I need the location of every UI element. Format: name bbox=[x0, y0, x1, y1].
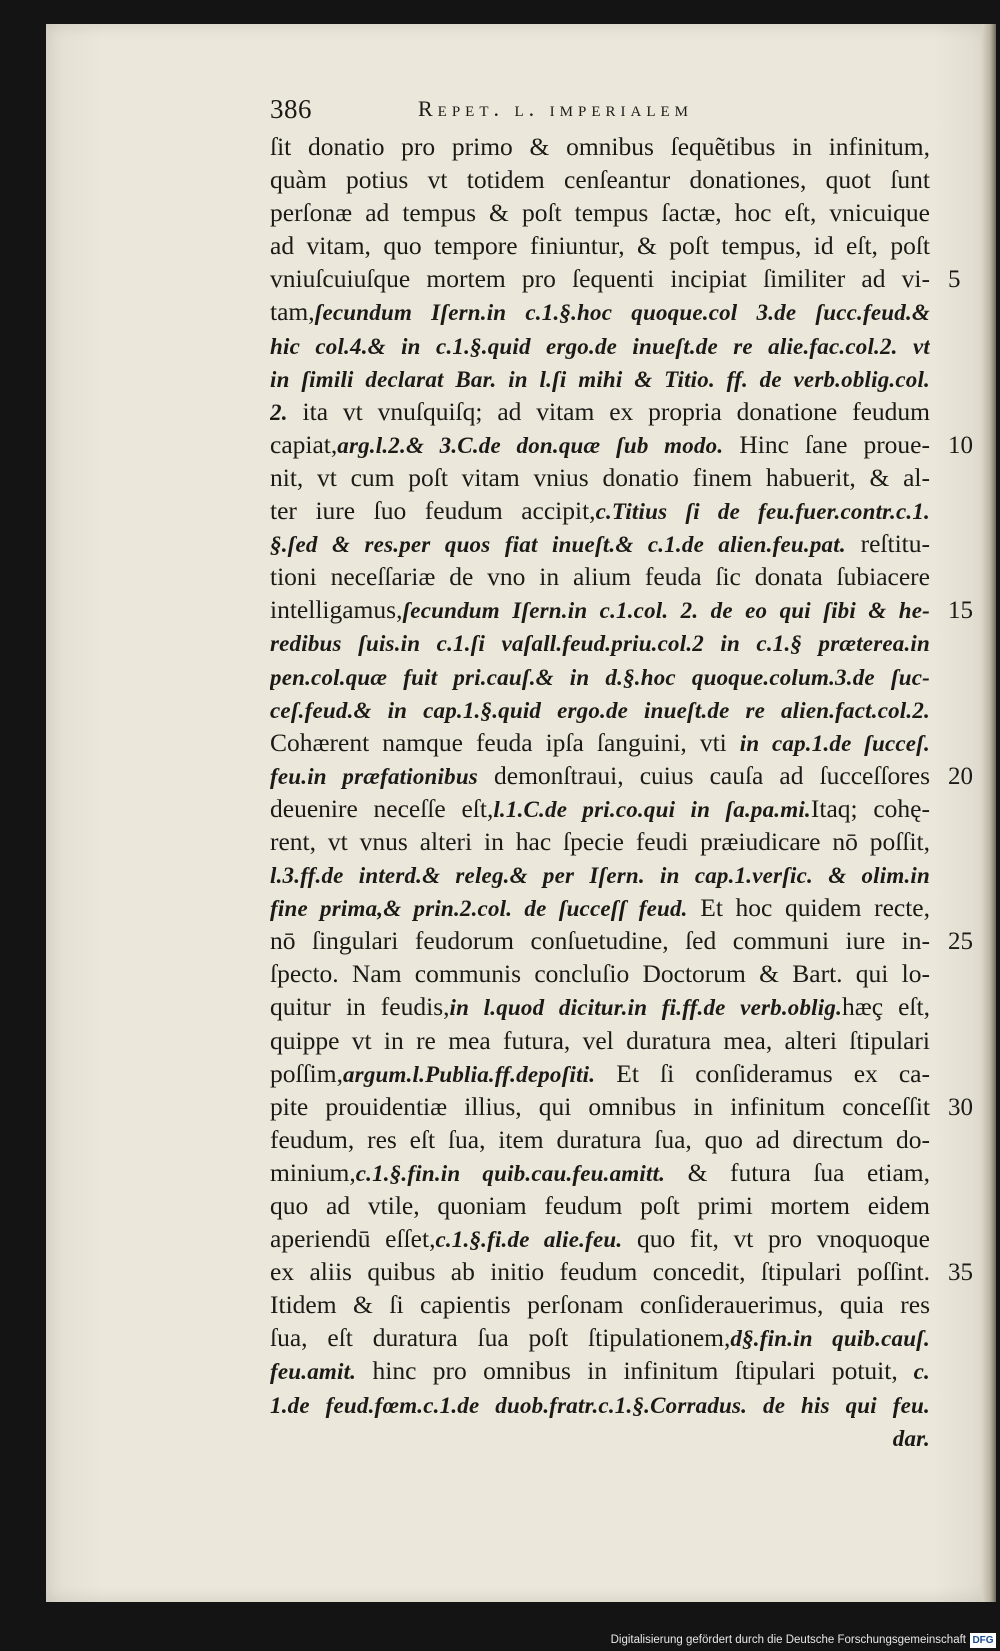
citation-text: l.3.ff.de interd.& releg.& per Iſern. in cap.1.verſic. & olim.in bbox=[270, 863, 930, 889]
text-line bbox=[270, 494, 930, 527]
line-text: & futura ſua etiam, bbox=[665, 1157, 930, 1187]
text-line bbox=[270, 924, 930, 957]
dfg-logo: DFG bbox=[970, 1633, 996, 1648]
line-text: capiat, bbox=[270, 429, 338, 459]
text-line bbox=[270, 660, 930, 693]
text-line bbox=[270, 990, 930, 1023]
text-line bbox=[270, 1255, 930, 1288]
line-text: Itidem & ſi capientis perſonam conſiderauerimus, quia res bbox=[270, 1290, 930, 1320]
text-line bbox=[270, 1057, 930, 1090]
text-line bbox=[270, 428, 930, 461]
text-line bbox=[270, 130, 930, 163]
text-line bbox=[270, 759, 930, 792]
text-line bbox=[270, 461, 930, 494]
citation-text: argum.l.Publia.ff.depoſiti. bbox=[342, 1061, 596, 1087]
citation-text: §.ſed & res.per quos fiat inueſt.& c.1.de alien.feu.pat. bbox=[270, 532, 846, 558]
citation-text: feu.amit. bbox=[270, 1359, 357, 1385]
line-text: demonſtraui, cuius cauſa ad ſucceſſores bbox=[477, 760, 930, 790]
text-line bbox=[270, 229, 930, 262]
line-text: ſit donatio pro primo & omnibus ſequẽtibus in infinitum, bbox=[270, 132, 930, 161]
line-text: tioni neceſſariæ de vno in alium feuda ſic donata ſubiacere bbox=[270, 562, 930, 592]
line-text: reſtitu- bbox=[845, 529, 930, 559]
text-line bbox=[270, 891, 930, 924]
line-number: 15 bbox=[948, 597, 973, 625]
text-line bbox=[270, 1388, 930, 1421]
citation-text: l.1.C.de pri.co.qui in ſa.pa.mi. bbox=[493, 796, 811, 822]
line-text: pite prouidentiæ illius, qui omnibus in infinitum conceſſit bbox=[270, 1091, 930, 1121]
citation-text: c.1.§.fin.in quib.cau.feu.amitt. bbox=[355, 1160, 666, 1186]
line-number: 20 bbox=[948, 762, 973, 790]
page-header bbox=[270, 94, 910, 130]
citation-text: redibus ſuis.in c.1.ſi vaſall.feud.priu.col.2 in c.1.§ præterea.in bbox=[270, 631, 930, 657]
line-text: nō ſingulari feudorum conſuetudine, ſed communi iure in- bbox=[270, 926, 930, 956]
citation-text: 2. bbox=[270, 399, 288, 425]
line-text: quo fit, vt pro vnoquoque bbox=[622, 1224, 930, 1254]
line-text: hæç eſt, bbox=[842, 992, 930, 1022]
text-line bbox=[270, 1123, 930, 1156]
text-line bbox=[270, 593, 930, 626]
line-text: tam, bbox=[270, 297, 315, 327]
line-number: 35 bbox=[948, 1259, 973, 1287]
citation-text: ſecundum Iſern.in c.1.§.hoc quoque.col 3.de ſucc.feud.& bbox=[314, 300, 930, 326]
line-text: Itaq; cohę- bbox=[810, 793, 930, 823]
line-text: ſpecto. Nam communis concluſio Doctorum & Bart. qui lo- bbox=[270, 959, 930, 989]
text-line bbox=[270, 295, 930, 328]
text-line bbox=[270, 693, 930, 726]
text-line bbox=[270, 362, 930, 395]
line-text: ſua, eſt duratura ſua poſt ſtipulationem, bbox=[270, 1323, 731, 1353]
text-line bbox=[270, 1189, 930, 1222]
citation-text: ceſ.feud.& in cap.1.§.quid ergo.de inueſt.de re alien.fact.col.2. bbox=[270, 697, 930, 723]
page-edge bbox=[982, 24, 996, 1602]
body-text bbox=[270, 130, 930, 1454]
citation-text: feu.in præfationibus bbox=[270, 763, 478, 789]
line-text: intelligamus, bbox=[270, 595, 403, 625]
text-line bbox=[270, 395, 930, 428]
line-text: poſſim, bbox=[270, 1058, 343, 1088]
line-text: quippe vt in re mea futura, vel duratura mea, alteri ſtipulari bbox=[270, 1025, 930, 1055]
citation-text: c. bbox=[897, 1359, 930, 1385]
line-text: nit, vt cum poſt vitam vnius donatio finem habuerit, & al- bbox=[270, 462, 930, 492]
citation-text: d§.fin.in quib.cauſ. bbox=[730, 1326, 930, 1352]
text-line bbox=[270, 262, 930, 295]
running-title: Repet. l. imperialem bbox=[418, 96, 693, 121]
text-line bbox=[270, 527, 930, 560]
line-number: 30 bbox=[948, 1093, 973, 1121]
text-line bbox=[270, 329, 930, 362]
text-line bbox=[270, 957, 930, 990]
text-line bbox=[270, 1024, 930, 1057]
text-line bbox=[270, 858, 930, 891]
line-number: 5 bbox=[948, 266, 961, 294]
line-text: aperiendū eſſet, bbox=[270, 1224, 436, 1254]
text-line bbox=[270, 1090, 930, 1123]
citation-text: dar. bbox=[892, 1425, 930, 1451]
line-text: ita vt vnuſquiſq; ad vitam ex propria donatione feudum bbox=[287, 396, 930, 426]
line-text: quàm potius vt totidem cenſeantur donationes, quot ſunt bbox=[270, 165, 930, 195]
line-text: ex aliis quibus ab initio feudum concedit, ſtipulari poſſint. bbox=[270, 1257, 930, 1287]
line-number: 10 bbox=[948, 431, 973, 459]
citation-text: c.1.§.fi.de alie.feu. bbox=[435, 1227, 623, 1253]
catchword bbox=[270, 1421, 930, 1454]
citation-text: 1.de feud.fœm.c.1.de duob.fratr.c.1.§.Corradus. de his qui feu. bbox=[270, 1392, 930, 1418]
text-line bbox=[270, 825, 930, 858]
text-line bbox=[270, 792, 930, 825]
text-line bbox=[270, 1354, 930, 1387]
text-line bbox=[270, 560, 930, 593]
text-line bbox=[270, 1156, 930, 1189]
line-text: deuenire neceſſe eſt, bbox=[270, 793, 494, 823]
line-text: quo ad vtile, quoniam feudum poſt primi mortem eidem bbox=[270, 1191, 930, 1220]
citation-text: in l.quod dicitur.in fi.ff.de verb.oblig. bbox=[449, 995, 843, 1021]
citation-text: fine prima,& prin.2.col. de ſucceſſ feud. bbox=[270, 896, 688, 922]
line-text: Et ſi conſideramus ex ca- bbox=[595, 1058, 930, 1088]
citation-text: pen.col.quæ fuit pri.cauſ.& in d.§.hoc quoque.colum.3.de ſuc- bbox=[270, 664, 930, 690]
line-text: quitur in feudis, bbox=[270, 992, 450, 1022]
line-number: 25 bbox=[948, 928, 973, 956]
citation-text: arg.l.2.& 3.C.de don.quæ ſub modo. bbox=[337, 432, 724, 458]
page-number: 386 bbox=[270, 94, 312, 124]
line-text: Hinc ſane proue- bbox=[723, 429, 930, 459]
line-text: minium, bbox=[270, 1157, 356, 1187]
line-text: ad vitam, quo tempore finiuntur, & poſt tempus, id eſt, poſt bbox=[270, 231, 930, 261]
text-line bbox=[270, 626, 930, 659]
line-text: rent, vt vnus alteri in hac ſpecie feudi præiudicare nō poſſit, bbox=[270, 826, 930, 856]
citation-text: in ſimili declarat Bar. in l.ſi mihi & Titio. ff. de verb.oblig.col. bbox=[270, 366, 930, 392]
citation-text: in cap.1.de ſucceſ. bbox=[739, 730, 930, 756]
line-text: Cohærent namque feuda ipſa ſanguini, vti bbox=[270, 727, 740, 757]
text-line bbox=[270, 726, 930, 759]
line-text: perſonæ ad tempus & poſt tempus ſactæ, hoc eſt, vnicuique bbox=[270, 198, 930, 228]
line-text: ter iure ſuo feudum accipit, bbox=[270, 496, 596, 526]
line-text: feudum, res eſt ſua, item duratura ſua, quo ad directum do- bbox=[270, 1124, 930, 1154]
text-line bbox=[270, 196, 930, 229]
citation-text: ſecundum Iſern.in c.1.col. 2. de eo qui ſibi & he- bbox=[402, 598, 930, 624]
citation-text: hic col.4.& in c.1.§.quid ergo.de inueſt.de re alie.fac.col.2. vt bbox=[270, 333, 930, 359]
line-text: hinc pro omnibus in infinitum ſtipulari potuit, bbox=[356, 1356, 898, 1386]
line-text: Et hoc quidem recte, bbox=[687, 893, 930, 923]
digitization-credit: Digitalisierung gefördert durch die Deutsche Forschungsgemeinschaft bbox=[610, 1634, 966, 1646]
text-line bbox=[270, 1321, 930, 1354]
text-line bbox=[270, 163, 930, 196]
text-line bbox=[270, 1288, 930, 1321]
citation-text: c.Titius ſi de feu.fuer.contr.c.1. bbox=[595, 499, 930, 525]
line-text: vniuſcuiuſque mortem pro ſequenti incipiat ſimiliter ad vi- bbox=[270, 264, 930, 294]
text-line bbox=[270, 1222, 930, 1255]
